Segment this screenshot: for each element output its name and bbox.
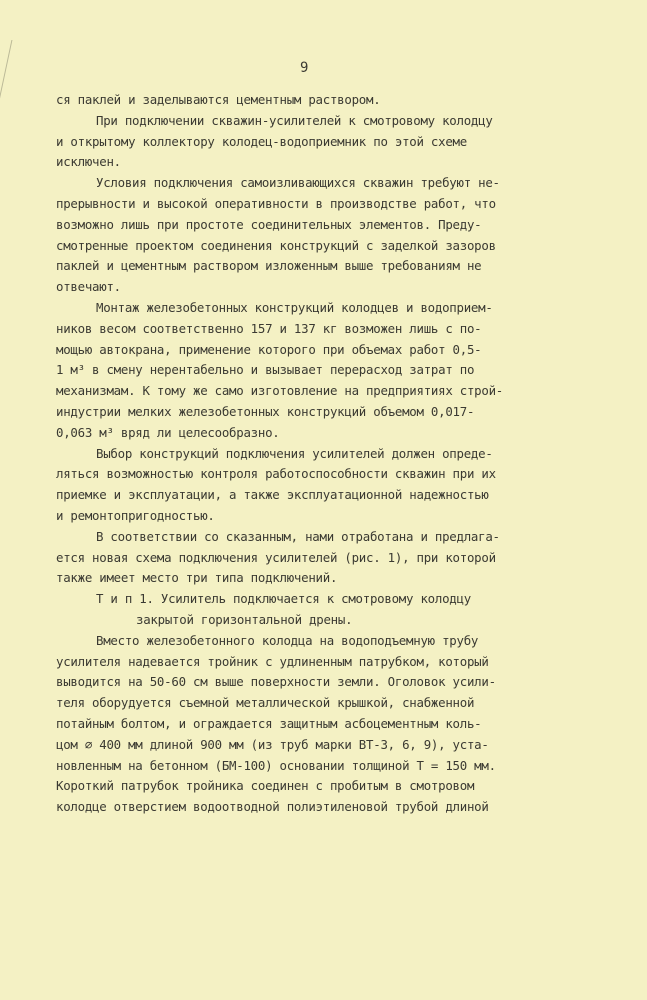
text-line: ников весом соответственно 157 и 137 кг возможен лишь с по- <box>56 320 482 336</box>
text-line: приемке и эксплуатации, а также эксплуатационной надежностью <box>56 487 489 503</box>
text-line: также имеет место три типа подключений. <box>56 570 338 586</box>
text-line: отвечают. <box>56 279 121 295</box>
text-line: Выбор конструкций подключения усилителей должен опреде- <box>96 445 493 461</box>
text-line: Условия подключения самоизливающихся скважин требуют не- <box>96 175 500 191</box>
text-line: исключен. <box>56 154 121 170</box>
body-text <box>56 90 636 818</box>
text-line: выводится на 50-60 см выше поверхности земли. Оголовок усили- <box>56 674 496 690</box>
text-line: и ремонтопригодностью. <box>56 507 215 523</box>
text-line: Короткий патрубок тройника соединен с пробитым в смотровом <box>56 778 475 794</box>
text-line: Вместо железобетонного колодца на водоподъемную трубу <box>96 632 479 648</box>
text-line: колодце отверстием водоотводной полиэтиленовой трубой длиной <box>56 799 489 815</box>
text-line: механизмам. К тому же само изготовление на предприятиях строй- <box>56 383 504 399</box>
text-line: новленным на бетонном (БМ-100) основании толщиной Т = 150 мм. <box>56 757 496 773</box>
text-line: закрытой горизонтальной дрены. <box>136 611 353 627</box>
text-line: ется новая схема подключения усилителей (рис. 1), при которой <box>56 549 496 565</box>
text-line: ся паклей и заделываются цементным раствором. <box>56 92 381 107</box>
text-line: прерывности и высокой оперативности в производстве работ, что <box>56 195 496 211</box>
text-line: паклей и цементным раствором изложенным выше требованиям не <box>56 258 482 274</box>
text-line: мощью автокрана, применение которого при объемах работ 0,5- <box>56 341 482 357</box>
text-line: индустрии мелких железобетонных конструкций объемом 0,017- <box>56 403 475 419</box>
text-line: усилителя надевается тройник с удлиненным патрубком, который <box>56 653 489 669</box>
text-line: теля оборудуется съемной металлической крышкой, снабженной <box>56 695 475 711</box>
text-line: цом ⌀ 400 мм длиной 900 мм (из труб марки ВТ-3, 6, 9), уста- <box>56 736 489 752</box>
text-line: 0,063 м³ вряд ли целесообразно. <box>56 424 280 440</box>
page-number: 9 <box>300 60 309 76</box>
text-line: и открытому коллектору колодец-водоприемник по этой схеме <box>56 133 467 149</box>
text-line: 1 м³ в смену нерентабельно и вызывает перерасход затрат по <box>56 362 475 378</box>
text-line: ляться возможностью контроля работоспособности скважин при их <box>56 466 496 482</box>
scan-edge-mark <box>0 40 15 110</box>
text-line: В соответствии со сказанным, нами отработана и предлага- <box>96 528 500 544</box>
text-line: Монтаж железобетонных конструкций колодцев и водоприем- <box>96 299 493 315</box>
text-line: Т и п 1. Усилитель подключается к смотровому колодцу <box>96 591 471 607</box>
text-line: При подключении скважин-усилителей к смотровому колодцу <box>96 112 493 128</box>
text-line: возможно лишь при простоте соединительных элементов. Преду- <box>56 216 482 232</box>
text-line: потайным болтом, и ограждается защитным асбоцементным коль- <box>56 715 482 731</box>
text-line: смотренные проектом соединения конструкций с заделкой зазоров <box>56 237 496 253</box>
